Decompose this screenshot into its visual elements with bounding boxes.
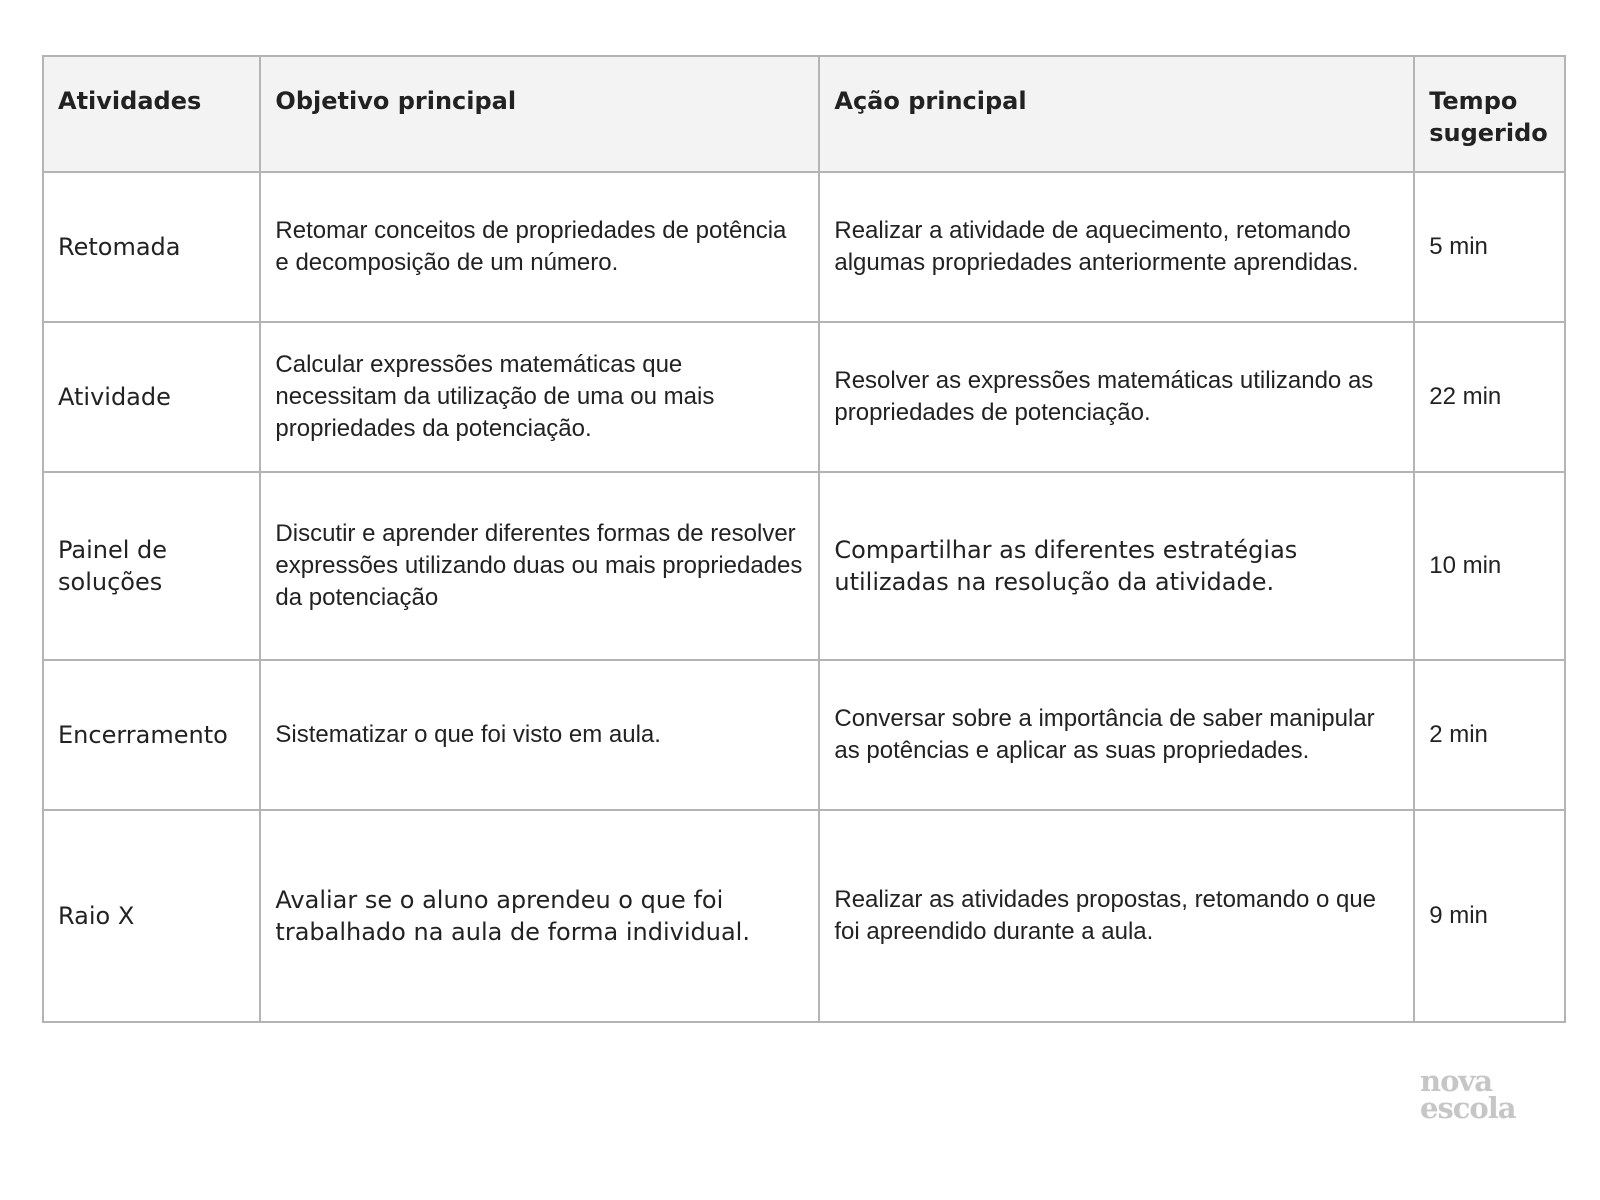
cell-action: Resolver as expressões matemáticas utilizando as propriedades de potenciação. bbox=[819, 322, 1414, 472]
cell-activity: Painel de soluções bbox=[43, 472, 260, 660]
cell-time: 5 min bbox=[1414, 172, 1565, 322]
logo-line-1: nova bbox=[1420, 1064, 1493, 1098]
cell-time: 2 min bbox=[1414, 660, 1565, 810]
cell-time: 22 min bbox=[1414, 322, 1565, 472]
table-row bbox=[43, 472, 1565, 660]
table-row bbox=[43, 172, 1565, 322]
cell-objective: Calcular expressões matemáticas que necessitam da utilização de uma ou mais propriedades da potenciação. bbox=[260, 322, 819, 472]
cell-activity: Atividade bbox=[43, 322, 260, 472]
cell-action: Conversar sobre a importância de saber manipular as potências e aplicar as suas propriedades. bbox=[819, 660, 1414, 810]
cell-objective: Discutir e aprender diferentes formas de resolver expressões utilizando duas ou mais propriedades da potenciação bbox=[260, 472, 819, 660]
lesson-plan-table bbox=[42, 55, 1566, 1023]
cell-activity: Raio X bbox=[43, 810, 260, 1022]
cell-objective: Avaliar se o aluno aprendeu o que foi trabalhado na aula de forma individual. bbox=[260, 810, 819, 1022]
table-row bbox=[43, 660, 1565, 810]
cell-objective: Retomar conceitos de propriedades de potência e decomposição de um número. bbox=[260, 172, 819, 322]
header-suggested-time: Tempo sugerido bbox=[1414, 56, 1565, 172]
cell-action: Compartilhar as diferentes estratégias utilizadas na resolução da atividade. bbox=[819, 472, 1414, 660]
header-activities: Atividades bbox=[43, 56, 260, 172]
cell-time: 10 min bbox=[1414, 472, 1565, 660]
cell-time: 9 min bbox=[1414, 810, 1565, 1022]
header-main-action: Ação principal bbox=[819, 56, 1414, 172]
table-header-row bbox=[43, 56, 1565, 172]
table-row bbox=[43, 810, 1565, 1022]
header-main-objective: Objetivo principal bbox=[260, 56, 819, 172]
table-row bbox=[43, 322, 1565, 472]
nova-escola-logo bbox=[1420, 1064, 1536, 1125]
cell-activity: Encerramento bbox=[43, 660, 260, 810]
cell-activity: Retomada bbox=[43, 172, 260, 322]
cell-objective: Sistematizar o que foi visto em aula. bbox=[260, 660, 819, 810]
logo-line-2: escola bbox=[1420, 1091, 1516, 1125]
cell-action: Realizar as atividades propostas, retomando o que foi apreendido durante a aula. bbox=[819, 810, 1414, 1022]
cell-action: Realizar a atividade de aquecimento, retomando algumas propriedades anteriormente aprendidas. bbox=[819, 172, 1414, 322]
